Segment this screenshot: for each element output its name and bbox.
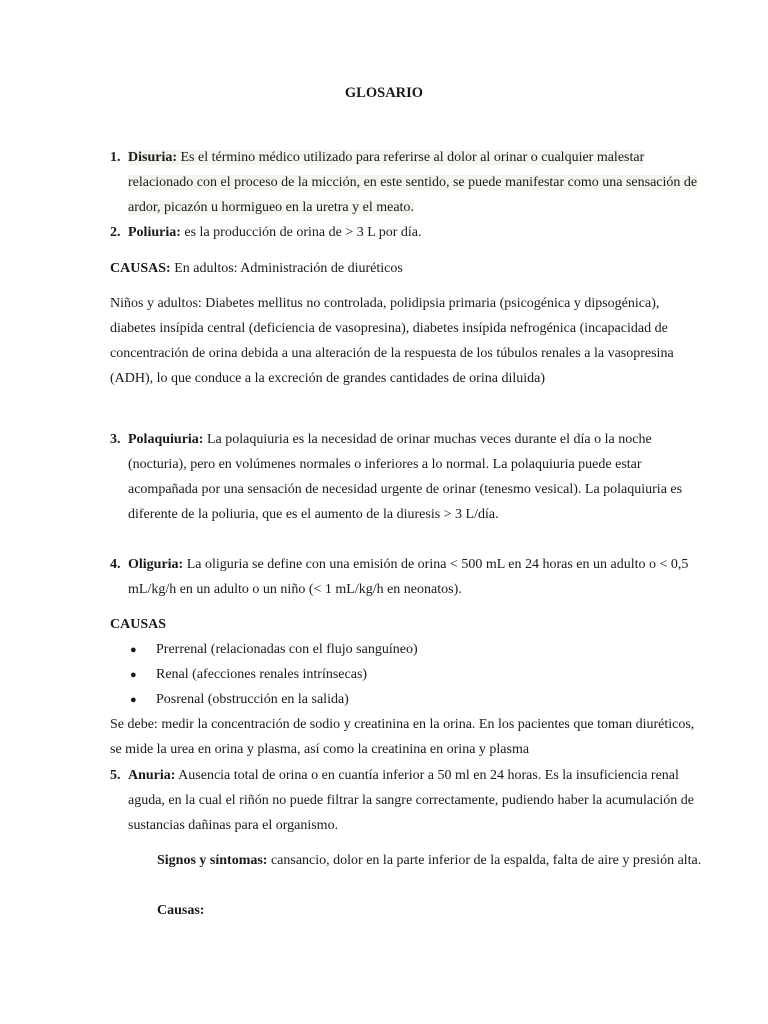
bullet-text: Renal (afecciones renales intrínsecas) xyxy=(156,667,368,682)
bullet-icon: ● xyxy=(130,644,137,656)
signos-sintomas xyxy=(157,848,717,873)
item-definition: Ausencia total de orina o en cuantía inferior a 50 ml en 24 horas. Es la insuficiencia renal aguda, en la cual el riñón no puede filtrar la sangre correctamente, pudiendo haber la acumulación de sustancias dañinas para el organismo. xyxy=(128,768,694,833)
glossary-item-oliguria xyxy=(110,552,700,602)
item-term: Disuria: xyxy=(128,150,177,165)
glossary-item-anuria xyxy=(110,763,700,838)
glossary-item-polaquiuria xyxy=(110,427,700,527)
item-number: 1. xyxy=(110,150,121,165)
item-term: Polaquiuria: xyxy=(128,432,204,447)
item-definition: Es el término médico utilizado para referirse al dolor al orinar o cualquier malestar relacionado con el proceso de la micción, en este sentido, se puede manifestar como una sensación de ardor, picazón u hormigueo en la uretra y el meato. xyxy=(128,150,698,215)
item-number: 2. xyxy=(110,225,121,240)
se-debe-paragraph: Se debe: medir la concentración de sodio y creatinina en la orina. En los pacientes que toman diuréticos, se mide la urea en orina y plasma, así como la creatinina en orina y plasma xyxy=(110,717,695,757)
item-definition: La oliguria se define con una emisión de orina < 500 mL en 24 horas en un adulto o < 0,5 mL/kg/h en un adulto o un niño (< 1 mL/kg/h en neonatos). xyxy=(128,557,689,597)
causas-anuria-label: Causas: xyxy=(157,903,205,918)
item-number: 3. xyxy=(110,432,121,447)
glossary-item-poliuria xyxy=(110,220,700,245)
item-term: Poliuria: xyxy=(128,225,181,240)
causas-oliguria-label: CAUSAS xyxy=(110,617,167,632)
causas-text: En adultos: Administración de diuréticos xyxy=(170,261,403,276)
bullet-item xyxy=(130,637,418,663)
bullet-item xyxy=(130,687,349,713)
bullet-icon: ● xyxy=(130,669,137,681)
bullet-icon: ● xyxy=(130,694,137,706)
bullet-text: Prerrenal (relacionadas con el flujo sanguíneo) xyxy=(156,642,418,657)
glossary-item-disuria xyxy=(110,145,700,220)
bullet-item xyxy=(130,662,367,688)
causas-label: CAUSAS: xyxy=(110,261,171,276)
signos-text: cansancio, dolor en la parte inferior de la espalda, falta de aire y presión alta. xyxy=(267,853,702,868)
signos-label: Signos y síntomas: xyxy=(157,853,268,868)
item-term: Oliguria: xyxy=(128,557,184,572)
ninos-adultos-paragraph: Niños y adultos: Diabetes mellitus no controlada, polidipsia primaria (psicogénica y dipsogénica), diabetes insípida central (deficiencia de vasopresina), diabetes insípida nefrogénica (incapacidad de concentración de orina debida a una alteración de la respuesta de los túbulos renales a la vasopresina (ADH), lo que conduce a la excreción de grandes cantidades de orina diluida) xyxy=(110,296,674,386)
item-term: Anuria: xyxy=(128,768,176,783)
bullet-text: Posrenal (obstrucción en la salida) xyxy=(156,692,349,707)
causas-poliuria xyxy=(110,256,700,281)
item-definition: La polaquiuria es la necesidad de orinar muchas veces durante el día o la noche (nocturia), pero en volúmenes normales o inferiores a lo normal. La polaquiuria puede estar acompañada por una sensación de necesidad urgente de orinar (tenesmo vesical). La polaquiuria es diferente de la poliuria, que es el aumento de la diuresis > 3 L/día. xyxy=(128,432,683,522)
page-title: GLOSARIO xyxy=(344,85,424,101)
item-number: 5. xyxy=(110,768,121,783)
item-number: 4. xyxy=(110,557,121,572)
item-definition: es la producción de orina de > 3 L por día. xyxy=(180,225,422,240)
